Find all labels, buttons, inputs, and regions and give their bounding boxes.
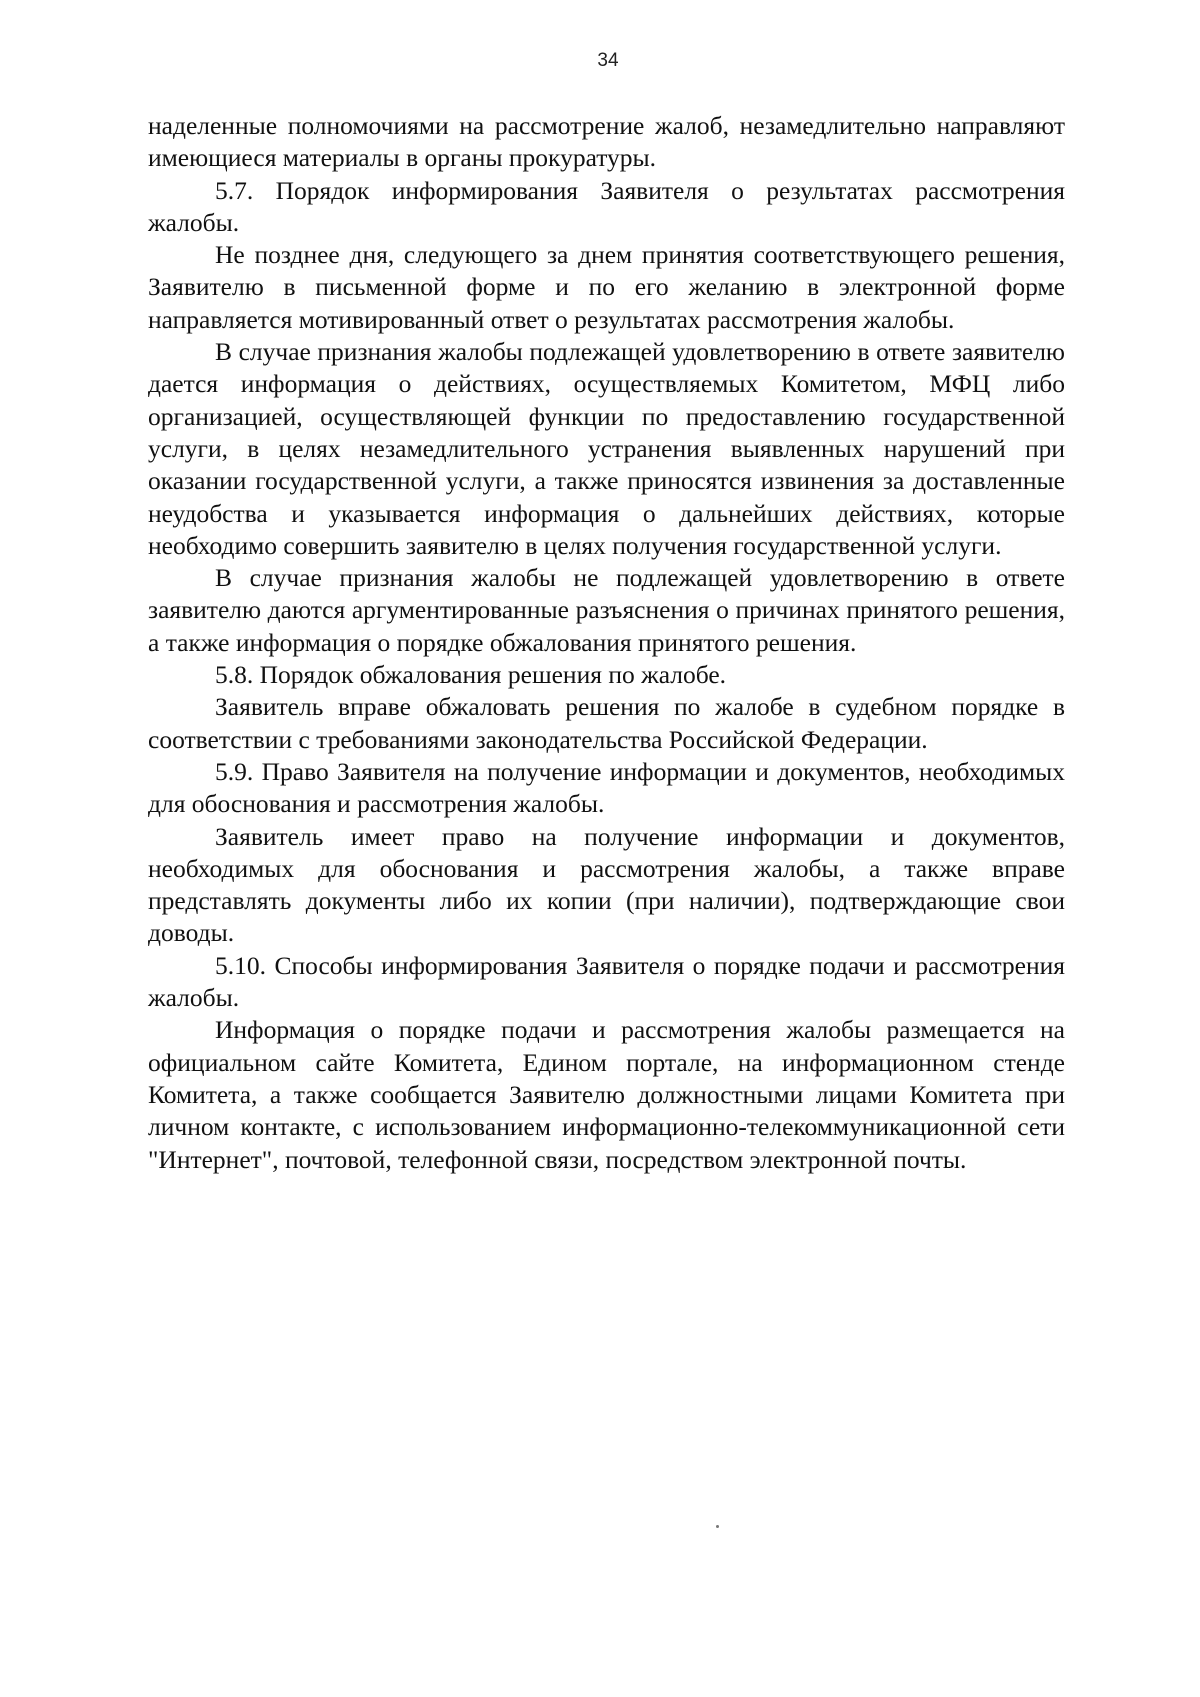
paragraph: Заявитель имеет право на получение информации и документов, необходимых для обоснования и рассмотрения жалобы, а также вправе представлять документы либо их копии (при наличии), подтверждающие свои доводы. — [148, 821, 1065, 948]
paragraph: В случае признания жалобы не подлежащей удовлетворению в ответе заявителю даются аргументированные разъяснения о причинах принятого решения, а также информация о порядке обжалования принятого решения. — [148, 563, 1065, 657]
page-number: 34 — [597, 50, 619, 71]
scan-speck — [716, 1525, 719, 1528]
paragraph: Заявитель вправе обжаловать решения по жалобе в судебном порядке в соответствии с требованиями законодательства Российской Федерации. — [148, 692, 1065, 754]
section-heading-5-7: 5.7. Порядок информирования Заявителя о результатах рассмотрения жалобы. — [148, 175, 1065, 237]
section-heading-5-10: 5.10. Способы информирования Заявителя о порядке подачи и рассмотрения жалобы. — [148, 950, 1065, 1013]
paragraph-continuation: наделенные полномочиями на рассмотрение жалоб, незамедлительно направляют имеющиеся материалы в органы прокуратуры. — [148, 111, 1065, 173]
section-heading-5-9: 5.9. Право Заявителя на получение информации и документов, необходимых для обоснования и рассмотрения жалобы. — [148, 756, 1065, 819]
section-heading-5-8: 5.8. Порядок обжалования решения по жалобе. — [215, 660, 727, 690]
paragraph: Информация о порядке подачи и рассмотрения жалобы размещается на официальном сайте Комитета, Едином портале, на информационном стенде Комитета, а также сообщается Заявителю должностными лицами Комитета при личном контакте, с использованием информационно-телекоммуникационной сети "Интернет", почтовой, телефонной связи, посредством электронной почты. — [148, 1015, 1065, 1174]
document-body — [148, 110, 1065, 1176]
paragraph: Не позднее дня, следующего за днем принятия соответствующего решения, Заявителю в письменной форме и по его желанию в электронной форме направляется мотивированный ответ о результатах рассмотрения жалобы. — [148, 240, 1065, 334]
paragraph: В случае признания жалобы подлежащей удовлетворению в ответе заявителю дается информация о действиях, осуществляемых Комитетом, МФЦ либо организацией, осуществляющей функции по предоставлению государственной услуги, в целях незамедлительного устранения выявленных нарушений при оказании государственной услуги, а также приносятся извинения за доставленные неудобства и указывается информация о дальнейших действиях, которые необходимо совершить заявителю в целях получения государственной услуги. — [148, 337, 1065, 560]
